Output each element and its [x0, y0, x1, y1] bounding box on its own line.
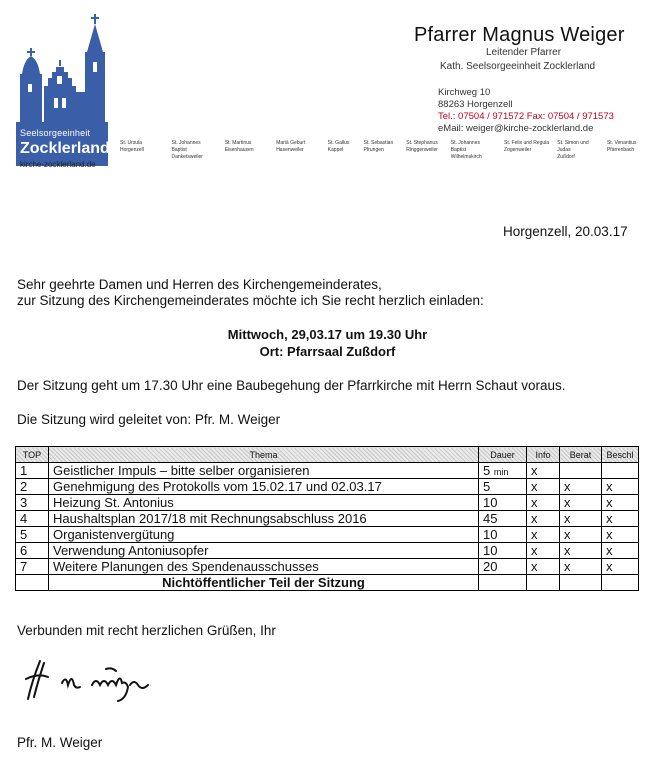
parish-item: St. Johannes Baptist Danketsweiler [171, 140, 203, 160]
logo [14, 12, 110, 172]
parish-item: St. Martinus Eisenhausen [224, 140, 254, 153]
meeting-location: Ort: Pfarrsaal Zußdorf [259, 344, 396, 359]
table-footer-row [16, 575, 639, 591]
logo-url: kirche-zocklerland.de [20, 160, 96, 169]
parish-item: St. Johannes Baptist Wilhelmskirch [450, 140, 482, 160]
sender-phone: Tel.: 07504 / 971572 Fax: 07504 / 971573 [438, 111, 614, 122]
parish-item: St. Felix und Regula Zogenweiler [504, 140, 550, 153]
table-header-row [16, 447, 639, 463]
logo-line1: Seelsorgeeinheit [20, 128, 91, 138]
parish-list [120, 140, 640, 161]
pre-note: Der Sitzung geht um 17.30 Uhr eine Baubegehung der Pfarrkirche mit Herrn Schaut voraus. [17, 378, 566, 393]
sender-street: Kirchweg 10 [438, 87, 491, 98]
meeting-date: Mittwoch, 29,03.17 um 19.30 Uhr [227, 327, 428, 342]
parish-item: St. Sebastian Pfrungen [363, 140, 394, 153]
parish-item: St. Stephanus Ringgenweiler [406, 140, 438, 153]
table-row: 1 Geistlicher Impuls – bitte selber organisieren 5 min x [16, 463, 639, 479]
table-row: 4 Haushaltsplan 2017/18 mit Rechnungsabschluss 2016 45 x x x [16, 511, 639, 527]
sender-unit: Kath. Seelsorgeeinheit Zocklerland [440, 61, 596, 72]
church-logo-icon [14, 12, 110, 122]
sender-email: eMail: weiger@kirche-zocklerland.de [438, 123, 594, 134]
agenda-table [15, 446, 639, 591]
parish-item: St. Ursula Horgenzell [120, 140, 144, 153]
parish-item: St. Gallus Kappel [327, 140, 350, 153]
table-row: 3 Heizung St. Antonius 10 x x x [16, 495, 639, 511]
parish-item: St. Venantius Pfärrenbach [606, 140, 637, 153]
col-berat: Berat [560, 447, 602, 463]
greeting-line2: zur Sitzung des Kirchengemeinderates möchte ich Sie recht herzlich einladen: [17, 293, 484, 308]
closing-line: Verbunden mit recht herzlichen Grüßen, Ihr [17, 623, 276, 638]
col-dauer: Dauer [479, 447, 527, 463]
chair-line: Die Sitzung wird geleitet von: Pfr. M. Weiger [17, 412, 281, 427]
table-row: 2 Genehmigung des Protokolls vom 15.02.17 und 02.03.17 5 x x x [16, 479, 639, 495]
table-row: 5 Organistenvergütung 10 x x x [16, 527, 639, 543]
col-top: TOP [16, 447, 49, 463]
sender-city: 88263 Horgenzell [438, 99, 513, 110]
nonpublic-section-label: Nichtöffentlicher Teil der Sitzung [49, 575, 479, 591]
date-line: Horgenzell, 20.03.17 [503, 224, 628, 239]
sender-role: Leitender Pfarrer [486, 47, 562, 58]
greeting-line1: Sehr geehrte Damen und Herren des Kirchengemeinderates, [17, 277, 382, 292]
parish-item: St. Simon und Judas Zußdorf [557, 140, 589, 160]
logo-line2: Zocklerland [20, 140, 110, 157]
signature-name: Pfr. M. Weiger [17, 735, 103, 750]
col-thema: Thema [49, 447, 479, 463]
table-row: 6 Verwendung Antoniusopfer 10 x x x [16, 543, 639, 559]
sender-name: Pfarrer Magnus Weiger [414, 24, 625, 46]
table-row: 7 Weitere Planungen des Spendenausschusses 20 x x x [16, 559, 639, 575]
handwritten-signature-icon [22, 655, 162, 705]
parish-item: Mariä Geburt Hasenweiler [276, 140, 306, 153]
col-beschl: Beschl [602, 447, 639, 463]
col-info: Info [527, 447, 560, 463]
